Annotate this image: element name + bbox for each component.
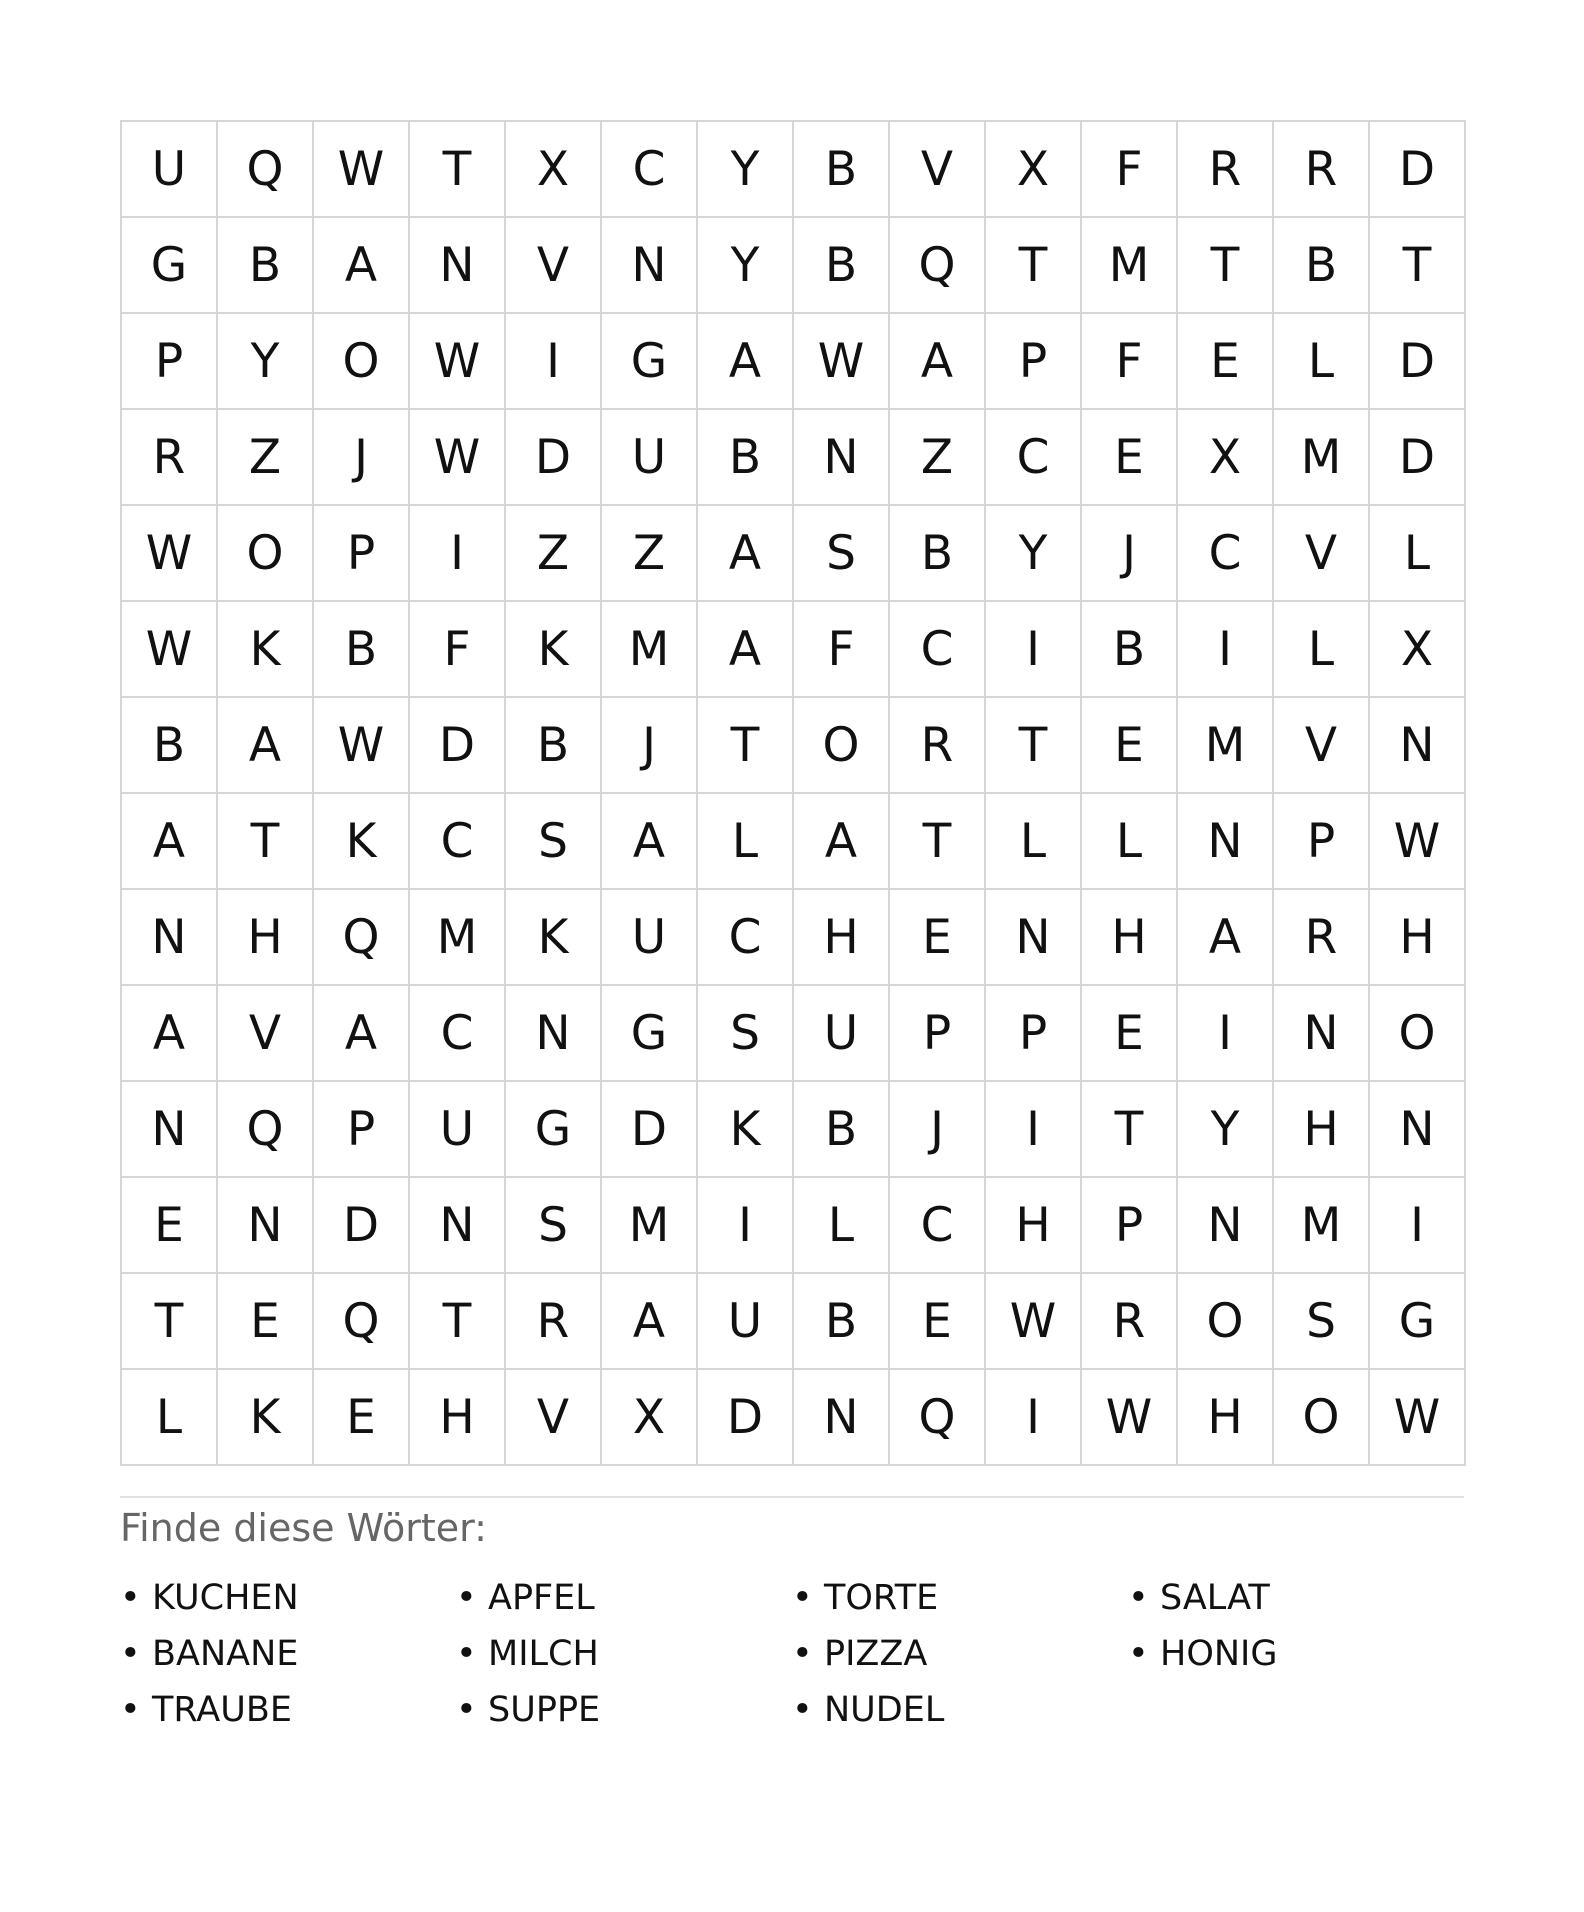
word-list (120, 1570, 1464, 1738)
grid-cell[interactable]: A (794, 794, 890, 890)
grid-cell[interactable]: I (410, 506, 506, 602)
grid-cell[interactable]: J (314, 410, 410, 506)
grid-cell[interactable]: B (890, 506, 986, 602)
grid-cell[interactable]: T (890, 794, 986, 890)
grid-cell[interactable]: I (1178, 986, 1274, 1082)
grid-cell[interactable]: L (698, 794, 794, 890)
grid-cell[interactable]: A (122, 986, 218, 1082)
grid-cell[interactable]: E (1178, 314, 1274, 410)
grid-cell[interactable]: G (1370, 1274, 1466, 1370)
grid-cell[interactable]: A (122, 794, 218, 890)
grid-cell[interactable]: J (890, 1082, 986, 1178)
grid-cell[interactable]: N (794, 410, 890, 506)
grid-cell[interactable]: K (314, 794, 410, 890)
word-list-item (1128, 1682, 1464, 1738)
grid-cell[interactable]: R (122, 410, 218, 506)
word-label: BANANE (152, 1633, 299, 1674)
grid-cell[interactable]: X (602, 1370, 698, 1466)
word-list-item (120, 1626, 456, 1682)
grid-cell[interactable]: G (602, 314, 698, 410)
grid-cell[interactable]: T (218, 794, 314, 890)
grid-cell[interactable]: S (506, 1178, 602, 1274)
grid-cell[interactable]: B (122, 698, 218, 794)
grid-cell[interactable]: Q (890, 218, 986, 314)
grid-cell[interactable]: Y (986, 506, 1082, 602)
grid-cell[interactable]: B (506, 698, 602, 794)
grid-cell[interactable]: N (794, 1370, 890, 1466)
grid-cell[interactable]: U (410, 1082, 506, 1178)
grid-cell[interactable]: F (1082, 314, 1178, 410)
grid-cell[interactable]: H (410, 1370, 506, 1466)
grid-cell[interactable]: A (602, 1274, 698, 1370)
grid-cell[interactable]: T (122, 1274, 218, 1370)
grid-cell[interactable]: T (1082, 1082, 1178, 1178)
word-label: MILCH (488, 1633, 599, 1674)
grid-cell[interactable]: F (410, 602, 506, 698)
word-search-puzzle (120, 120, 1464, 1738)
grid-cell[interactable]: S (506, 794, 602, 890)
grid-cell[interactable]: A (314, 218, 410, 314)
grid-cell[interactable]: M (602, 1178, 698, 1274)
grid-cell[interactable]: G (602, 986, 698, 1082)
word-list-prompt: Finde diese Wörter: (120, 1506, 487, 1550)
grid-cell[interactable]: X (986, 122, 1082, 218)
grid-cell[interactable]: V (506, 1370, 602, 1466)
grid-cell[interactable]: P (314, 1082, 410, 1178)
grid-cell[interactable]: D (410, 698, 506, 794)
grid-cell[interactable]: X (506, 122, 602, 218)
grid-cell[interactable]: C (410, 986, 506, 1082)
grid-cell[interactable]: L (122, 1370, 218, 1466)
grid-cell[interactable]: V (890, 122, 986, 218)
grid-cell[interactable]: M (1274, 1178, 1370, 1274)
grid-cell[interactable]: H (794, 890, 890, 986)
grid-cell[interactable]: U (602, 890, 698, 986)
grid-cell[interactable]: D (698, 1370, 794, 1466)
grid-cell[interactable]: B (1274, 218, 1370, 314)
grid-cell[interactable]: D (1370, 410, 1466, 506)
bullet-icon: • (1128, 1633, 1149, 1674)
grid-cell[interactable]: N (1370, 698, 1466, 794)
word-list-item (1128, 1570, 1464, 1626)
grid-cell[interactable]: B (314, 602, 410, 698)
word-label: HONIG (1160, 1633, 1278, 1674)
grid-cell[interactable]: C (698, 890, 794, 986)
grid-cell[interactable]: K (218, 602, 314, 698)
grid-cell[interactable]: B (1082, 602, 1178, 698)
grid-cell[interactable]: S (1274, 1274, 1370, 1370)
grid-cell[interactable]: H (1082, 890, 1178, 986)
grid-cell[interactable]: R (506, 1274, 602, 1370)
grid-cell[interactable]: W (410, 314, 506, 410)
grid-cell[interactable]: U (602, 410, 698, 506)
grid-cell[interactable]: R (890, 698, 986, 794)
word-list-item (120, 1682, 456, 1738)
grid-cell[interactable]: C (986, 410, 1082, 506)
grid-cell[interactable]: W (1370, 1370, 1466, 1466)
grid-cell[interactable]: P (986, 314, 1082, 410)
grid-cell[interactable]: L (986, 794, 1082, 890)
grid-cell[interactable]: A (890, 314, 986, 410)
grid-cell[interactable]: P (1082, 1178, 1178, 1274)
grid-cell[interactable]: U (122, 122, 218, 218)
grid-cell[interactable]: I (986, 602, 1082, 698)
grid-cell[interactable]: H (1178, 1370, 1274, 1466)
grid-cell[interactable]: N (218, 1178, 314, 1274)
grid-cell[interactable]: W (410, 410, 506, 506)
bullet-icon: • (456, 1633, 477, 1674)
word-list-item (1128, 1626, 1464, 1682)
grid-cell[interactable]: N (122, 890, 218, 986)
grid-cell[interactable]: W (794, 314, 890, 410)
divider (120, 1496, 1464, 1498)
grid-cell[interactable]: V (1274, 698, 1370, 794)
grid-cell[interactable]: L (1274, 602, 1370, 698)
grid-cell[interactable]: E (314, 1370, 410, 1466)
grid-cell[interactable]: R (1178, 122, 1274, 218)
grid-cell[interactable]: O (1274, 1370, 1370, 1466)
grid-cell[interactable]: P (890, 986, 986, 1082)
grid-cell[interactable]: B (698, 410, 794, 506)
grid-cell[interactable]: O (314, 314, 410, 410)
grid-cell[interactable]: L (1082, 794, 1178, 890)
grid-cell[interactable]: E (890, 890, 986, 986)
grid-cell[interactable]: M (1178, 698, 1274, 794)
grid-cell[interactable]: N (1178, 794, 1274, 890)
grid-cell[interactable]: E (1082, 986, 1178, 1082)
grid-cell[interactable]: P (1274, 794, 1370, 890)
grid-cell[interactable]: H (1274, 1082, 1370, 1178)
grid-cell[interactable]: L (794, 1178, 890, 1274)
grid-cell[interactable]: R (1082, 1274, 1178, 1370)
grid-cell[interactable]: O (1370, 986, 1466, 1082)
grid-cell[interactable]: N (506, 986, 602, 1082)
grid-cell[interactable]: B (218, 218, 314, 314)
grid-cell[interactable]: W (122, 506, 218, 602)
grid-cell[interactable]: C (410, 794, 506, 890)
grid-cell[interactable]: T (986, 698, 1082, 794)
word-label: APFEL (488, 1577, 595, 1618)
grid-cell[interactable]: R (1274, 890, 1370, 986)
grid-cell[interactable]: Z (218, 410, 314, 506)
grid-cell[interactable]: F (1082, 122, 1178, 218)
grid-cell[interactable]: E (890, 1274, 986, 1370)
word-list-item (792, 1626, 1128, 1682)
word-list-item (456, 1626, 792, 1682)
grid-cell[interactable]: Q (218, 1082, 314, 1178)
grid-cell[interactable]: M (1082, 218, 1178, 314)
grid-cell[interactable]: B (794, 1274, 890, 1370)
word-label: KUCHEN (152, 1577, 299, 1618)
grid-cell[interactable]: S (698, 986, 794, 1082)
grid-cell[interactable]: E (122, 1178, 218, 1274)
grid-cell[interactable]: K (506, 602, 602, 698)
grid-cell[interactable]: N (1274, 986, 1370, 1082)
grid-cell[interactable]: E (1082, 410, 1178, 506)
grid-cell[interactable]: Q (218, 122, 314, 218)
grid-cell[interactable]: Z (602, 506, 698, 602)
grid-cell[interactable]: D (602, 1082, 698, 1178)
grid-cell[interactable]: A (698, 506, 794, 602)
grid-cell[interactable]: W (122, 602, 218, 698)
grid-cell[interactable]: M (410, 890, 506, 986)
grid-cell[interactable]: C (890, 602, 986, 698)
grid-cell[interactable]: Q (314, 1274, 410, 1370)
grid-cell[interactable]: N (602, 218, 698, 314)
grid-cell[interactable]: A (218, 698, 314, 794)
grid-cell[interactable]: B (794, 1082, 890, 1178)
grid-cell[interactable]: I (1178, 602, 1274, 698)
grid-cell[interactable]: U (698, 1274, 794, 1370)
grid-cell[interactable]: D (506, 410, 602, 506)
grid-cell[interactable]: B (794, 218, 890, 314)
grid-cell[interactable]: V (218, 986, 314, 1082)
word-label: TORTE (824, 1577, 939, 1618)
grid-cell[interactable]: A (1178, 890, 1274, 986)
grid-cell[interactable]: Y (698, 122, 794, 218)
grid-cell[interactable]: A (698, 602, 794, 698)
grid-cell[interactable]: X (1178, 410, 1274, 506)
grid-cell[interactable]: N (1370, 1082, 1466, 1178)
grid-cell[interactable]: W (986, 1274, 1082, 1370)
bullet-icon: • (120, 1689, 141, 1730)
word-list-item (456, 1682, 792, 1738)
grid-cell[interactable]: K (506, 890, 602, 986)
grid-cell[interactable]: P (986, 986, 1082, 1082)
grid-cell[interactable]: N (986, 890, 1082, 986)
word-list-item (456, 1570, 792, 1626)
grid-cell[interactable]: C (890, 1178, 986, 1274)
bullet-icon: • (120, 1633, 141, 1674)
grid-cell[interactable]: A (314, 986, 410, 1082)
grid-cell[interactable]: S (794, 506, 890, 602)
bullet-icon: • (792, 1633, 813, 1674)
word-label: NUDEL (824, 1689, 945, 1730)
word-label: SALAT (1160, 1577, 1270, 1618)
grid-cell[interactable]: Q (314, 890, 410, 986)
grid-cell[interactable]: U (794, 986, 890, 1082)
grid-cell[interactable]: X (1370, 602, 1466, 698)
grid-cell[interactable]: Q (890, 1370, 986, 1466)
grid-cell[interactable]: Y (218, 314, 314, 410)
word-label: SUPPE (488, 1689, 601, 1730)
word-list-item (792, 1570, 1128, 1626)
grid-cell[interactable]: T (698, 698, 794, 794)
grid-cell[interactable]: D (1370, 122, 1466, 218)
grid-cell[interactable]: E (218, 1274, 314, 1370)
grid-cell[interactable]: F (794, 602, 890, 698)
grid-cell[interactable]: N (410, 1178, 506, 1274)
bullet-icon: • (120, 1577, 141, 1618)
grid-cell[interactable]: O (794, 698, 890, 794)
grid-cell[interactable]: T (1370, 218, 1466, 314)
grid-cell[interactable]: I (698, 1178, 794, 1274)
grid-cell[interactable]: K (698, 1082, 794, 1178)
grid-cell[interactable]: C (1178, 506, 1274, 602)
grid-cell[interactable]: T (410, 1274, 506, 1370)
grid-cell[interactable]: J (602, 698, 698, 794)
grid-cell[interactable]: P (122, 314, 218, 410)
grid-cell[interactable]: E (1082, 698, 1178, 794)
bullet-icon: • (792, 1577, 813, 1618)
grid-cell[interactable]: G (506, 1082, 602, 1178)
grid-cell[interactable]: N (1178, 1178, 1274, 1274)
grid-cell[interactable]: Z (890, 410, 986, 506)
grid-cell[interactable]: I (986, 1082, 1082, 1178)
grid-cell[interactable]: K (218, 1370, 314, 1466)
grid-cell[interactable]: N (410, 218, 506, 314)
grid-cell[interactable]: H (1370, 890, 1466, 986)
grid-cell[interactable]: H (218, 890, 314, 986)
grid-cell[interactable]: W (314, 122, 410, 218)
letter-grid (120, 120, 1466, 1466)
bullet-icon: • (456, 1689, 477, 1730)
grid-cell[interactable]: V (1274, 506, 1370, 602)
grid-cell[interactable]: D (314, 1178, 410, 1274)
grid-cell[interactable]: Z (506, 506, 602, 602)
bullet-icon: • (792, 1689, 813, 1730)
grid-cell[interactable]: W (1082, 1370, 1178, 1466)
grid-cell[interactable]: P (314, 506, 410, 602)
grid-cell[interactable]: Y (698, 218, 794, 314)
grid-cell[interactable]: Y (1178, 1082, 1274, 1178)
grid-cell[interactable]: I (506, 314, 602, 410)
grid-cell[interactable]: G (122, 218, 218, 314)
grid-cell[interactable]: T (986, 218, 1082, 314)
grid-cell[interactable]: A (698, 314, 794, 410)
bullet-icon: • (1128, 1577, 1149, 1618)
grid-cell[interactable]: T (1178, 218, 1274, 314)
grid-cell[interactable]: O (218, 506, 314, 602)
grid-cell[interactable]: B (794, 122, 890, 218)
grid-cell[interactable]: W (1370, 794, 1466, 890)
grid-cell[interactable]: N (122, 1082, 218, 1178)
grid-cell[interactable]: L (1370, 506, 1466, 602)
grid-cell[interactable]: J (1082, 506, 1178, 602)
grid-cell[interactable]: M (602, 602, 698, 698)
word-label: TRAUBE (152, 1689, 292, 1730)
grid-cell[interactable]: I (1370, 1178, 1466, 1274)
grid-cell[interactable]: L (1274, 314, 1370, 410)
grid-cell[interactable]: M (1274, 410, 1370, 506)
grid-cell[interactable]: D (1370, 314, 1466, 410)
grid-cell[interactable]: R (1274, 122, 1370, 218)
word-list-item (120, 1570, 456, 1626)
grid-cell[interactable]: C (602, 122, 698, 218)
bullet-icon: • (456, 1577, 477, 1618)
grid-cell[interactable]: V (506, 218, 602, 314)
grid-cell[interactable]: I (986, 1370, 1082, 1466)
grid-cell[interactable]: O (1178, 1274, 1274, 1370)
grid-cell[interactable]: T (410, 122, 506, 218)
word-label: PIZZA (824, 1633, 928, 1674)
grid-cell[interactable]: A (602, 794, 698, 890)
grid-cell[interactable]: H (986, 1178, 1082, 1274)
word-list-item (792, 1682, 1128, 1738)
grid-cell[interactable]: W (314, 698, 410, 794)
